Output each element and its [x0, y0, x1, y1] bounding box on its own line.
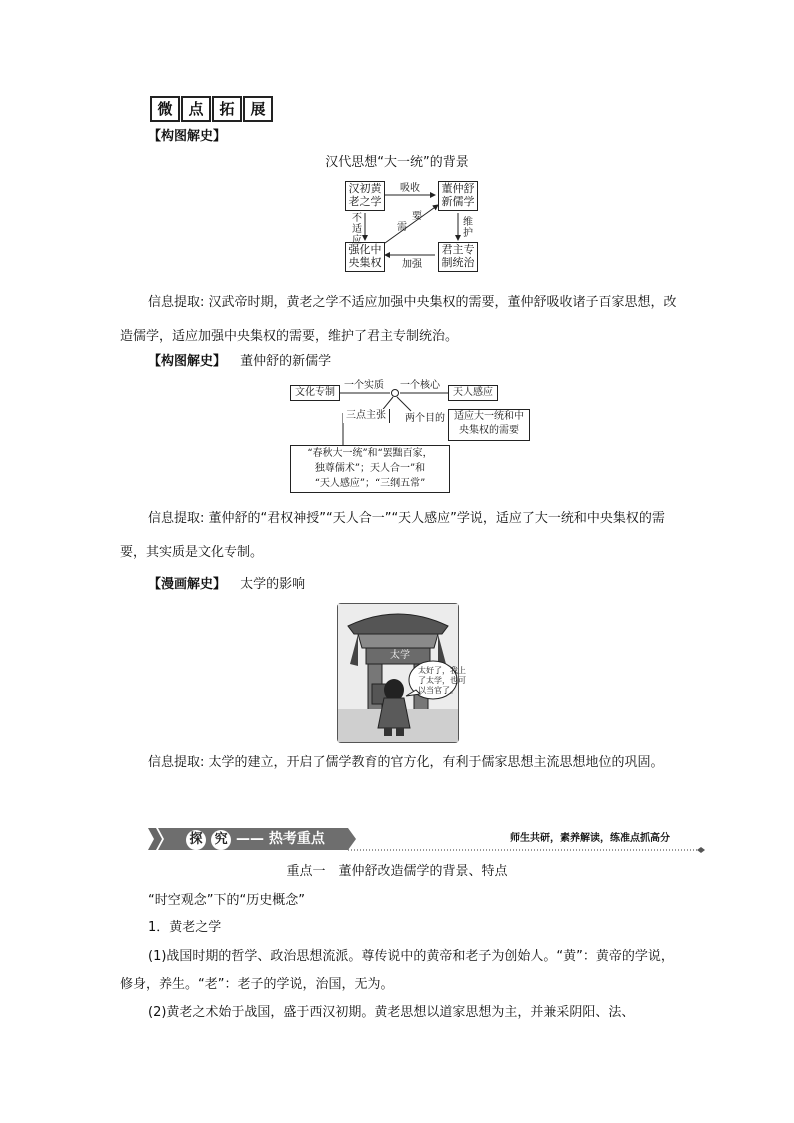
tag-char: 点 — [181, 96, 211, 122]
background-diagram — [330, 175, 490, 275]
explore-banner — [148, 826, 708, 852]
tag-char: 展 — [243, 96, 273, 122]
key-title: 重点一 董仲舒改造儒学的背景、特点 — [286, 864, 508, 879]
label-char: 护 — [463, 228, 473, 239]
box-heaven-man: 天人感应 — [448, 385, 498, 401]
box-huanglao — [345, 181, 385, 211]
arrow-label-absorb: 吸收 — [400, 183, 420, 194]
speech-bubble — [418, 666, 466, 696]
box-line: 适应大一统和中 — [454, 411, 524, 422]
box-line: “春秋大一统”和“罢黜百家， — [307, 448, 433, 459]
box-line: 新儒学 — [441, 195, 475, 208]
label-char: 适 — [352, 224, 362, 235]
info-paragraph: 信息提取: 汉武帝时期，黄老之学不适应加强中央集权的需要，董仲舒吸收诸子百家思想，改造儒学，适应加强中央集权的需要，维护了君主专制统治。 — [120, 295, 677, 344]
section-header: 【构图解史】 — [148, 129, 227, 144]
box-line: 董仲舒 — [441, 182, 475, 195]
label-char: 不 — [352, 213, 362, 224]
section-header-line — [148, 577, 305, 594]
arrow-label-need-1: 需 — [397, 222, 407, 233]
banner-char: 探 — [186, 830, 206, 850]
section-title: 太学的影响 — [240, 577, 306, 592]
box-autocracy — [438, 242, 478, 272]
box-line: 央集权的需要 — [459, 425, 519, 436]
key-paragraph: (1)战国时期的哲学、政治思想流派。尊传说中的黄帝和老子为创始人。“黄”：黄帝的学说，修身，养生。“老”：老子的学说，治国，无为。 — [120, 949, 674, 992]
box-line: 央集权 — [348, 256, 382, 269]
info-paragraph: 信息提取: 董仲舒的“君权神授”“天人合一”“天人感应”学说，适应了大一统和中央集权的需要，其实质是文化专制。 — [120, 511, 665, 560]
banner-chars — [186, 828, 231, 850]
diagram-title: 汉代思想“大一统”的背景 — [325, 155, 469, 170]
arrow-label-need-2: 要 — [412, 211, 422, 222]
taixue-sign: 太学 — [390, 650, 410, 661]
taixue-cartoon — [337, 603, 466, 743]
label-char: 应 — [352, 235, 362, 246]
arrow-label-strengthen: 加强 — [402, 259, 422, 270]
box-line: 强化中 — [348, 243, 382, 256]
banner-title: —— 热考重点 — [236, 831, 325, 847]
tag-char: 微 — [150, 96, 180, 122]
info-paragraph: 信息提取: 太学的建立，开启了儒学教育的官方化，有利于儒家思想主流思想地位的巩固。 — [148, 755, 664, 770]
banner-right-text: 师生共研，素养解读，练准点抓高分 — [510, 833, 670, 844]
bubble-line: 以当官了。 — [418, 686, 458, 695]
weidian-tag — [150, 96, 274, 122]
bubble-line: 了太学，也可 — [418, 676, 466, 685]
box-three-claims: 三点主张 — [343, 409, 390, 423]
box-line: 君主专 — [441, 243, 475, 256]
bubble-line: 太好了，我上 — [418, 666, 466, 675]
key-item-heading: 1．黄老之学 — [148, 920, 222, 935]
label-char: 维 — [463, 217, 473, 228]
box-line: 汉初黄 — [348, 182, 382, 195]
box-new-confucianism — [438, 181, 478, 211]
box-line: “天人感应”；“三纲五常” — [314, 478, 426, 489]
label-one-essence: 一个实质 — [344, 380, 384, 391]
section-header-line — [148, 354, 331, 371]
section-header: 【构图解史】 — [148, 354, 227, 369]
box-line: 制统治 — [441, 256, 475, 269]
banner-char: 究 — [211, 830, 231, 850]
box-line: 老之学 — [348, 195, 382, 208]
box-cultural-autocracy: 文化专制 — [290, 385, 340, 401]
section-title: 董仲舒的新儒学 — [240, 354, 332, 369]
new-confucianism-diagram — [288, 377, 538, 497]
arrow-label-maintain — [463, 217, 473, 239]
arrow-label-unsuited — [352, 213, 362, 246]
key-subtitle: “时空观念”下的“历史概念” — [148, 893, 305, 908]
section-header: 【漫画解史】 — [148, 577, 227, 592]
label-one-core: 一个核心 — [400, 380, 440, 391]
box-line: 独尊儒术”；天人合一”和 — [314, 463, 426, 474]
box-purpose — [448, 409, 530, 441]
label-two-purposes: 两个目的 — [405, 413, 445, 424]
key-paragraph: (2)黄老之术始于战国，盛于西汉初期。黄老思想以道家思想为主，并兼采阴阳、法、 — [148, 1005, 635, 1020]
box-claims — [290, 445, 450, 493]
tag-char: 拓 — [212, 96, 242, 122]
box-centralization — [345, 242, 385, 272]
